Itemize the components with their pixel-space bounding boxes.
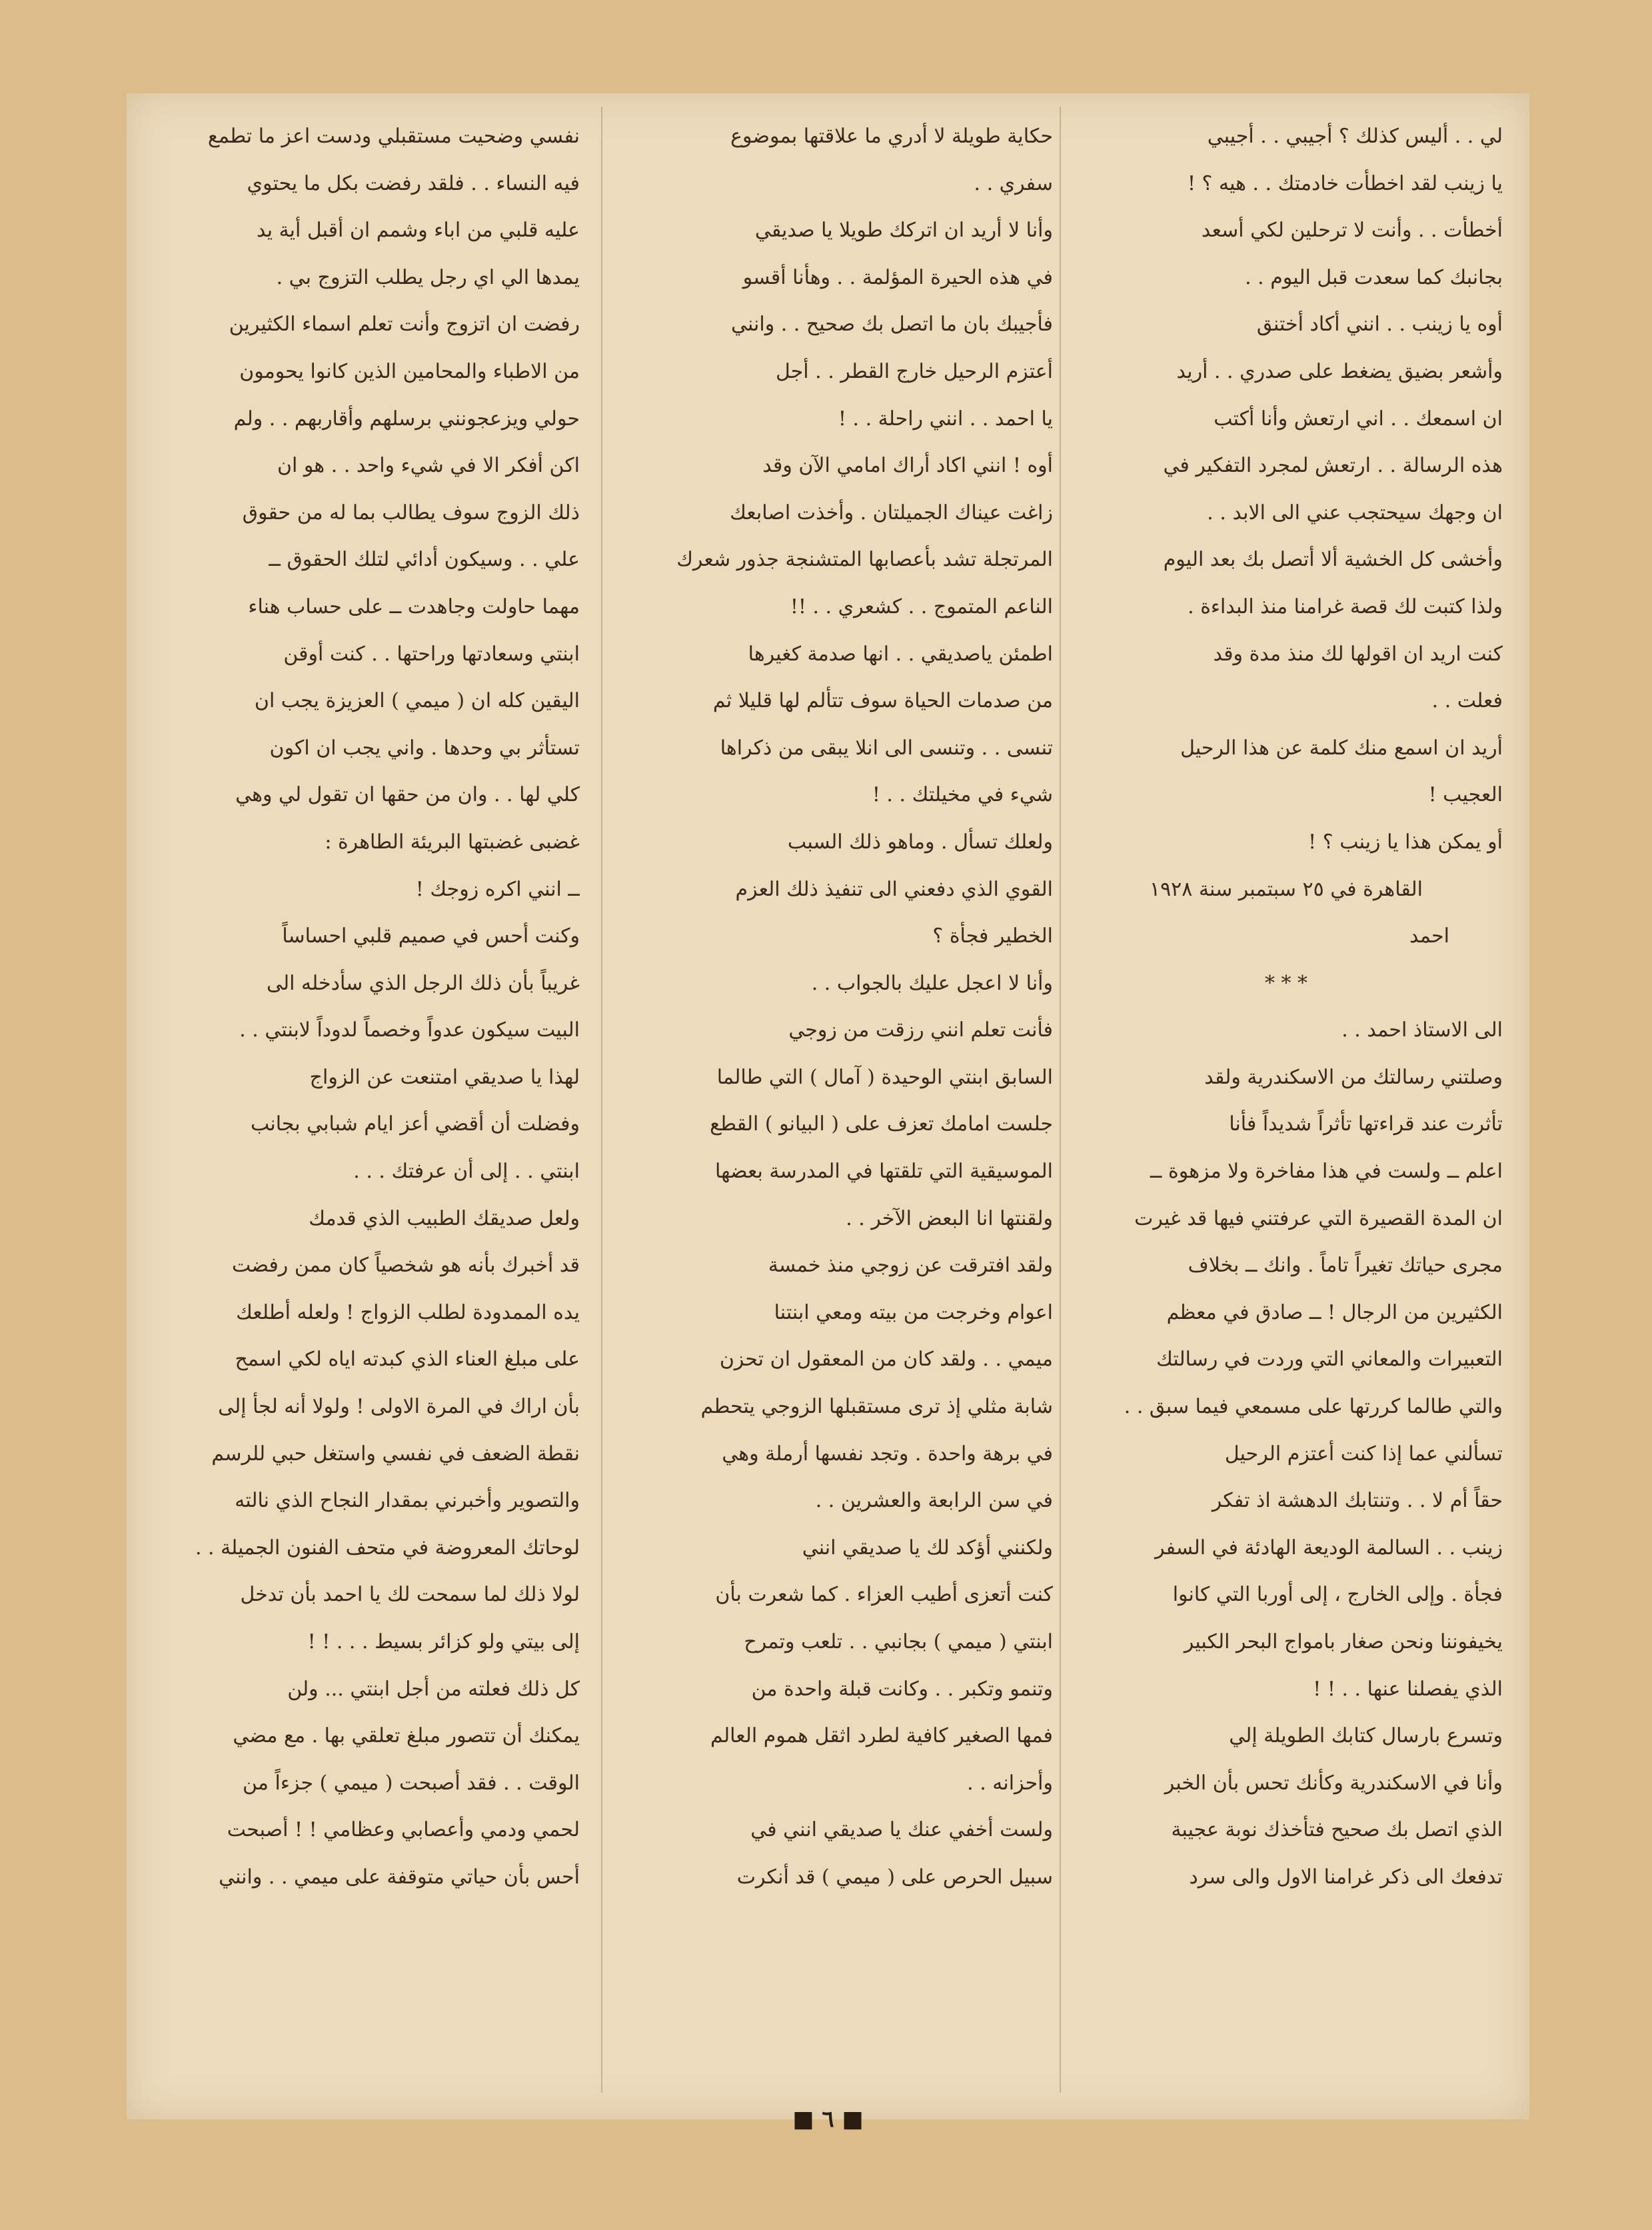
text-line: ابنتي ( ميمي ) بجانبي . . تلعب وتمرح <box>744 1630 1053 1654</box>
text-line: تدفعك الى ذكر غرامنا الاول والى سرد <box>1189 1865 1503 1889</box>
text-line: فأجيبك بان ما اتصل بك صحيح . . وانني <box>730 313 1053 337</box>
text-line: وصلتني رسالتك من الاسكندرية ولقد <box>1204 1065 1503 1089</box>
text-line: القاهرة في ٢٥ سبتمبر سنة ١٩٢٨ <box>1149 877 1423 901</box>
text-line: تسألني عما إذا كنت أعتزم الرحيل <box>1224 1442 1503 1466</box>
text-line: حقاً أم لا . . وتنتابك الدهشة اذ تفكر <box>1212 1489 1503 1513</box>
text-line: ابنتي . . إلى أن عرفتك . . . <box>353 1160 580 1184</box>
text-line: ميمي . . ولقد كان من المعقول ان تحزن <box>719 1348 1053 1372</box>
text-line: السابق ابنتي الوحيدة ( آمال ) التي طالما <box>716 1065 1053 1089</box>
magazine-page <box>127 93 1529 2133</box>
text-line: وفضلت أن أقضي أعز ايام شبابي بجانب <box>250 1112 580 1136</box>
text-column-right <box>1070 113 1503 2086</box>
text-line: وأخشى كل الخشية ألا أتصل بك بعد اليوم <box>1163 548 1503 572</box>
column-divider <box>601 107 602 2093</box>
text-line: الكثيرين من الرجال ! ــ صادق في معظم <box>1166 1300 1503 1324</box>
text-line: أخطأت . . وأنت لا ترحلين لكي أسعد <box>1201 219 1503 243</box>
text-line: ان المدة القصيرة التي عرفتني فيها قد غيرت <box>1134 1206 1503 1230</box>
text-line: اطمئن ياصديقي . . انها صدمة كغيرها <box>748 642 1053 666</box>
text-line: القوي الذي دفعني الى تنفيذ ذلك العزم <box>735 877 1053 901</box>
text-line: جلست امامك تعزف على ( البيانو ) القطع <box>710 1112 1053 1136</box>
text-line: كنت اريد ان اقولها لك منذ مدة وقد <box>1213 642 1503 666</box>
text-line: رفضت ان اتزوج وأنت تعلم اسماء الكثيرين <box>229 313 580 337</box>
text-line: البيت سيكون عدواً وخصماً لدوداً لابنتي . . <box>239 1018 580 1042</box>
text-line: على مبلغ العناء الذي كبدته اياه لكي اسمح <box>235 1348 580 1372</box>
text-line: ولقنتها انا البعض الآخر . . <box>846 1206 1053 1230</box>
text-line: لحمي ودمي وأعصابي وعظامي ! ! أصبحت <box>227 1818 580 1842</box>
text-line: والتصوير وأخبرني بمقدار النجاح الذي نالته <box>235 1489 580 1513</box>
text-line: ولذا كتبت لك قصة غرامنا منذ البداءة . <box>1188 594 1503 618</box>
text-line: والتي طالما كررتها على مسمعي فيما سبق . . <box>1124 1395 1503 1419</box>
text-line: ولعلك تسأل . وماهو ذلك السبب <box>787 830 1053 854</box>
text-line: بجانبك كما سعدت قبل اليوم . . <box>1245 265 1503 289</box>
text-line: يا احمد . . انني راحلة . . ! <box>838 407 1053 431</box>
text-column-middle <box>620 113 1053 2086</box>
text-line: وأحزانه . . <box>967 1771 1053 1795</box>
text-line: لوحاتك المعروضة في متحف الفنون الجميلة . . <box>195 1536 580 1560</box>
text-line: شابة مثلي إذ ترى مستقبلها الزوجي يتحطم <box>700 1395 1053 1419</box>
text-line: اليقين كله ان ( ميمي ) العزيزة يجب ان <box>254 689 580 713</box>
text-line: فأنت تعلم انني رزقت من زوجي <box>788 1018 1053 1042</box>
text-line: يده الممدودة لطلب الزواج ! ولعله أطلعك <box>236 1300 580 1324</box>
text-line: ولعل صديقك الطبيب الذي قدمك <box>309 1206 580 1230</box>
text-line: تأثرت عند قراءتها تأثراً شديداً فأنا <box>1229 1112 1503 1136</box>
text-line: هذه الرسالة . . ارتعش لمجرد التفكير في <box>1163 454 1503 478</box>
text-line: أحس بأن حياتي متوقفة على ميمي . . وانني <box>219 1865 580 1889</box>
text-line: يمكنك أن تتصور مبلغ تعلقي بها . مع مضي <box>233 1724 580 1748</box>
text-line: الموسيقية التي تلقتها في المدرسة بعضها <box>715 1160 1053 1184</box>
text-line: وتنمو وتكبر . . وكانت قبلة واحدة من <box>751 1677 1053 1701</box>
text-line: وكنت أحس في صميم قلبي احساساً <box>282 924 580 948</box>
text-line: كل ذلك فعلته من أجل ابنتي ... ولن <box>287 1677 580 1701</box>
text-line: زينب . . السالمة الوديعة الهادئة في السفر <box>1155 1536 1503 1560</box>
text-line: سبيل الحرص على ( ميمي ) قد أنكرت <box>736 1865 1053 1889</box>
column-divider <box>1060 107 1061 2093</box>
text-line: اعوام وخرجت من بيته ومعي ابنتنا <box>774 1300 1053 1324</box>
text-line: فجأة . وإلى الخارج ، إلى أوربا التي كانوا <box>1172 1583 1503 1607</box>
text-line: ذلك الزوج سوف يطالب بما له من حقوق <box>242 501 580 525</box>
text-line: فيه النساء . . فلقد رفضت بكل ما يحتوي <box>247 171 580 195</box>
text-line: ولقد افترقت عن زوجي منذ خمسة <box>768 1254 1053 1278</box>
text-line: في برهة واحدة . وتجد نفسها أرملة وهي <box>722 1442 1053 1466</box>
text-line: يخيفوننا ونحن صغار بامواج البحر الكبير <box>1184 1630 1503 1654</box>
text-line: الناعم المتموج . . كشعري . . !! <box>790 594 1053 618</box>
text-line: ولست أخفي عنك يا صديقي انني في <box>750 1818 1053 1842</box>
text-line: كنت أتعزى أطيب العزاء . كما شعرت بأن <box>715 1583 1053 1607</box>
text-line: زاغت عيناك الجميلتان . وأخذت اصابعك <box>730 501 1053 525</box>
text-line: اعلم ــ ولست في هذا مفاخرة ولا مزهوة ــ <box>1150 1160 1503 1184</box>
text-line: أوه ! انني اكاد أراك امامي الآن وقد <box>762 454 1053 478</box>
text-line: يمدها الي اي رجل يطلب التزوج بي . <box>276 265 580 289</box>
text-line: وأنا لا اعجل عليك بالجواب . . <box>811 971 1053 995</box>
text-line: الذي اتصل بك صحيح فتأخذك نوبة عجيبة <box>1171 1818 1503 1842</box>
text-line: المرتجلة تشد بأعصابها المتشنجة جذور شعرك <box>676 548 1053 572</box>
text-line: وأشعر بضيق يضغط على صدري . . أريد <box>1176 359 1503 383</box>
text-line: تستأثر بي وحدها . واني يجب ان اكون <box>269 736 580 760</box>
text-line: نفسي وضحيت مستقبلي ودست اعز ما تطمع <box>207 125 580 148</box>
text-line: مهما حاولت وجاهدت ــ على حساب هناء <box>248 594 580 618</box>
text-line: تنسى . . وتنسى الى انلا يبقى من ذكراها <box>720 736 1053 760</box>
text-column-left <box>147 113 580 2086</box>
text-line: ابنتي وسعادتها وراحتها . . كنت أوقن <box>283 642 580 666</box>
text-line: عليه قلبي من اباء وشمم ان أقبل أية يد <box>256 219 580 243</box>
text-line: وتسرع بارسال كتابك الطويلة إلي <box>1229 1724 1503 1748</box>
text-line: الخطير فجأة ؟ <box>932 924 1053 948</box>
text-line: من الاطباء والمحامين الذين كانوا يحومون <box>239 359 580 383</box>
text-line: في هذه الحيرة المؤلمة . . وهأنا أقسو <box>742 265 1053 289</box>
text-line: اكن أفكر الا في شيء واحد . . هو ان <box>277 454 580 478</box>
text-line: أعتزم الرحيل خارج القطر . . أجل <box>775 359 1053 383</box>
text-line: الوقت . . فقد أصبحت ( ميمي ) جزءاً من <box>243 1771 580 1795</box>
text-line: أوه يا زينب . . انني أكاد أختنق <box>1256 313 1503 337</box>
page-number: ■ ٦ ■ <box>792 2106 864 2133</box>
text-line: الذي يفصلنا عنها . . ! ! <box>1313 1677 1503 1701</box>
text-line: ولكنني أؤكد لك يا صديقي انني <box>802 1536 1053 1560</box>
text-line: التعبيرات والمعاني التي وردت في رسالتك <box>1156 1348 1503 1372</box>
text-line: سفري . . <box>974 171 1053 195</box>
text-line: علي . . وسيكون أدائي لتلك الحقوق ــ <box>269 548 580 572</box>
text-line: كلي لها . . وان من حقها ان تقول لي وهي <box>235 783 580 807</box>
text-line: وأنا في الاسكندرية وكأنك تحس بأن الخبر <box>1164 1771 1503 1795</box>
text-line: غريباً بأن ذلك الرجل الذي سأدخله الى <box>267 971 580 995</box>
text-line: غضبى غضبتها البريئة الطاهرة : <box>325 830 580 854</box>
text-line: وأنا لا أريد ان اتركك طويلا يا صديقي <box>754 219 1053 243</box>
text-line: يا زينب لقد اخطأت خادمتك . . هيه ؟ ! <box>1187 171 1503 195</box>
text-line: أريد ان اسمع منك كلمة عن هذا الرحيل <box>1180 736 1503 760</box>
text-line: الى الاستاذ احمد . . <box>1341 1018 1503 1042</box>
text-line: قد أخبرك بأنه هو شخصياً كان ممن رفضت <box>231 1254 580 1278</box>
text-line: فعلت . . <box>1431 689 1503 713</box>
text-line: نقطة الضعف في نفسي واستغل حبي للرسم <box>211 1442 580 1466</box>
text-line: ان وجهك سيحتجب عني الى الابد . . <box>1207 501 1503 525</box>
text-line: من صدمات الحياة سوف تتألم لها قليلا ثم <box>712 689 1053 713</box>
text-line: أو يمكن هذا يا زينب ؟ ! <box>1308 830 1503 854</box>
text-line: بأن اراك في المرة الاولى ! ولولا أنه لجأ إلى <box>218 1395 580 1419</box>
text-line: ان اسمعك . . اني ارتعش وأنا أكتب <box>1214 407 1503 431</box>
text-line: فمها الصغير كافية لطرد اثقل هموم العالم <box>710 1724 1053 1748</box>
text-line: العجيب ! <box>1428 783 1503 807</box>
text-line: حكاية طويلة لا أدري ما علاقتها بموضوع <box>730 125 1053 148</box>
text-line: مجرى حياتك تغيراً تاماً . وانك ــ بخلاف <box>1188 1254 1503 1278</box>
text-line: إلى بيتي ولو كزائر بسيط . . . ! ! <box>307 1630 580 1654</box>
text-line: في سن الرابعة والعشرين . . <box>815 1489 1053 1513</box>
text-line: لهذا يا صديقي امتنعت عن الزواج <box>309 1065 580 1089</box>
text-line: لولا ذلك لما سمحت لك يا احمد بأن تدخل <box>240 1583 580 1607</box>
text-line: * * * <box>1264 971 1308 995</box>
text-line: شيء في مخيلتك . . ! <box>872 783 1053 807</box>
text-line: ــ انني اكره زوجك ! <box>415 877 580 901</box>
text-line: حولي ويزعجونني برسلهم وأقاربهم . . ولم <box>233 407 580 431</box>
text-line: لي . . أليس كذلك ؟ أجيبي . . أجيبي <box>1207 125 1503 148</box>
text-line: احمد <box>1409 924 1449 948</box>
